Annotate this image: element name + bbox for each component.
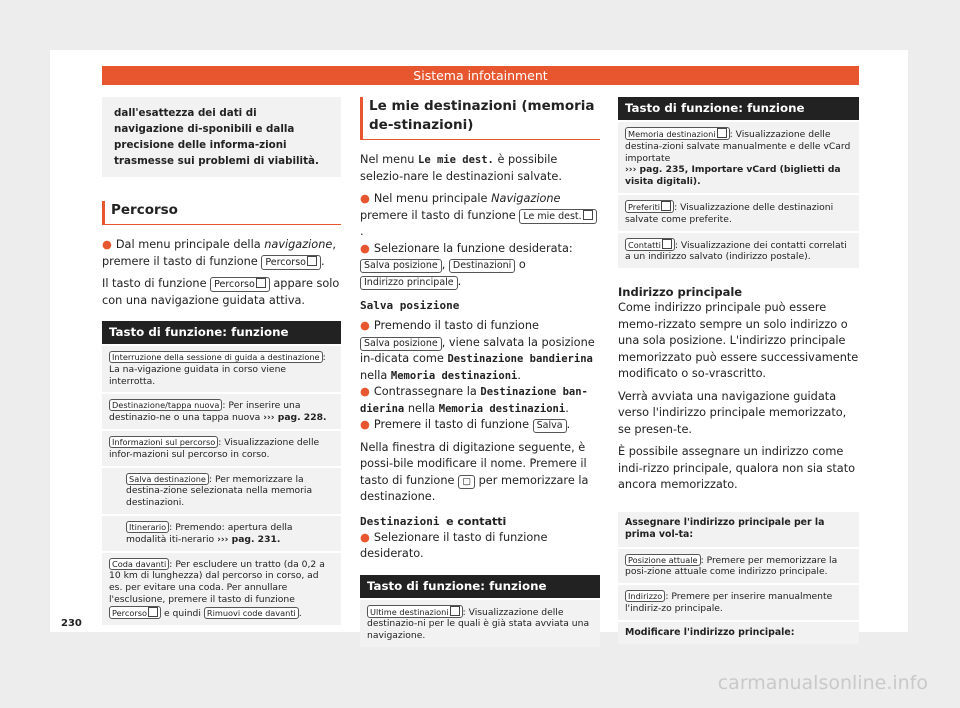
para-indirizzo-1: Come indirizzo principale può essere memo-rizzato sempre un solo indirizzo o una sola posizione. L'indirizzo principale memorizzato può essere successivamente modificato o so-vrascritto.	[618, 301, 859, 381]
bullet-icon: ●	[360, 385, 370, 398]
flag-icon	[307, 256, 317, 266]
column-middle	[360, 97, 600, 647]
flag-icon	[148, 607, 158, 617]
para-indirizzo-3: È possibile assegnare un indirizzo come indi-rizzo principale, qualora non sia stato ancora memorizzato.	[618, 445, 856, 492]
bullet-icon: ●	[360, 319, 370, 332]
table-row: Informazioni sul percorso : Visualizzazione delle infor-mazioni sul percorso in corso.	[102, 429, 341, 466]
table-row: Memoria destinazioni : Visualizzazione delle destina-zioni salvate manualmente e delle vCard importate ››› pag. 235, Importare vCard (biglietti da visita digitali).	[618, 120, 859, 193]
bullet-4: ● Contrassegnare la Destinazione ban-dierina nella Memoria destinazioni.	[360, 385, 588, 415]
flag-icon	[717, 128, 727, 138]
table-head: Tasto di funzione: funzione	[102, 321, 341, 344]
bullet-2: ● Selezionare la funzione desiderata: Salva posizione , Destinazioni o Indirizzo principale .	[360, 241, 573, 288]
heading-percorso: Percorso	[102, 201, 341, 225]
bullet-icon: ●	[360, 530, 370, 544]
table-row: Salva destinazione : Per memorizzare la destina-zione selezionata nella memoria destinazioni.	[102, 466, 341, 514]
table-row: Interruzione della sessione di guida a destinazione : La na-vigazione guidata in corso viene interrotta.	[102, 344, 341, 392]
flag-icon	[583, 210, 593, 220]
table-head: Tasto di funzione: funzione	[360, 575, 600, 598]
table-row: Coda davanti : Per escludere un tratto (da 0,2 a 10 km di lunghezza) dal percorso in corso, ad es. per evitare una coda. Per annullare l'esclusione, premere il tasto di funzione Percorso e quindi Rimuovi code davanti .	[102, 551, 341, 625]
sub-table-indirizzo	[618, 510, 859, 645]
bullet-icon: ●	[360, 241, 370, 255]
heading-destinazioni-contatti: Destinazioni e contatti	[360, 514, 507, 528]
flag-icon	[256, 278, 266, 288]
function-table-percorso	[102, 321, 341, 625]
para-mie-dest: Nel menu Le mie dest. è possibile selezio-nare le destinazioni salvate.	[360, 153, 562, 183]
bullet-1: ● Nel menu principale Navigazione premere il tasto di funzione Le mie dest..	[360, 191, 600, 241]
watermark: carmanualsonline.info	[717, 672, 928, 694]
table-row: Preferiti : Visualizzazione delle destinazioni salvate come preferite.	[618, 193, 859, 231]
intro-box: dall'esattezza dei dati di navigazione di-sponibili e dalla precisione delle informa-zioni trasmesse sui problemi di viabilità.	[102, 97, 341, 177]
bullet-icon: ●	[360, 192, 370, 205]
column-right	[618, 97, 859, 644]
section-header: Sistema infotainment	[102, 66, 859, 85]
bullet-6: ● Selezionare il tasto di funzione desiderato.	[360, 530, 548, 560]
heading-mie-destinazioni: Le mie destinazioni (memoria de-stinazioni)	[360, 97, 600, 140]
table-row: Contatti : Visualizzazione dei contatti correlati a un indirizzo salvato (indirizzo postale).	[618, 231, 859, 269]
heading-salva-posizione: Salva posizione	[360, 299, 460, 312]
key-percorso-2[interactable]: Percorso	[210, 277, 270, 292]
bullet-5: ● Premere il tasto di funzione Salva .	[360, 418, 571, 431]
page-number: 230	[61, 618, 82, 629]
para-indirizzo-2: Verrà avviata una navigazione guidata verso l'indirizzo principale memorizzato, se presen-te.	[618, 389, 847, 436]
table-row: Ultime destinazioni : Visualizzazione delle destinazio-ni per le quali è già stata avviata una navigazione.	[360, 598, 600, 647]
bullet-icon: ●	[102, 238, 112, 251]
table-row: Posizione attuale : Premere per memorizzare la posi-zione attuale come indirizzo principale.	[618, 547, 859, 584]
para-finestra: Nella finestra di digitazione seguente, è possi-bile modificare il nome. Premere il tasto di funzione ▢ per memorizzare la destinazione.	[360, 440, 589, 503]
sub-table-foot: Modificare l'indirizzo principale:	[618, 620, 859, 645]
para-percorso-2: Il tasto di funzione Percorso appare solo con una navigazione guidata attiva.	[102, 277, 340, 307]
table-row: Destinazione/tappa nuova : Per inserire una destinazio-ne o una tappa nuova ››› pag. 228.	[102, 392, 341, 429]
column-left	[102, 97, 341, 625]
heading-indirizzo-principale: Indirizzo principale	[618, 285, 743, 300]
save-icon[interactable]: ▢	[458, 475, 475, 489]
function-table-memoria	[618, 97, 859, 268]
contact-icon	[662, 239, 672, 249]
table-row: Itinerario : Premendo: apertura della modalità iti-nerario ››› pag. 231.	[102, 514, 341, 551]
key-percorso[interactable]: Percorso	[261, 255, 321, 270]
star-icon	[661, 201, 671, 211]
function-table-destinazioni	[360, 575, 600, 647]
sub-table-head: Assegnare l'indirizzo principale per la prima vol-ta:	[618, 510, 859, 547]
bullet-icon: ●	[360, 418, 370, 431]
table-row: Indirizzo : Premere per inserire manualmente l'indiriz-zo principale.	[618, 583, 859, 620]
para-percorso-1: ● Dal menu principale della navigazione, premere il tasto di funzione Percorso .	[102, 238, 336, 268]
bullet-3: ● Premendo il tasto di funzione Salva posizione , viene salvata la posizione in-dicata come Destinazione bandierina nella Memoria destinazioni.	[360, 319, 595, 382]
table-head: Tasto di funzione: funzione	[618, 97, 859, 120]
flag-icon	[450, 606, 460, 616]
